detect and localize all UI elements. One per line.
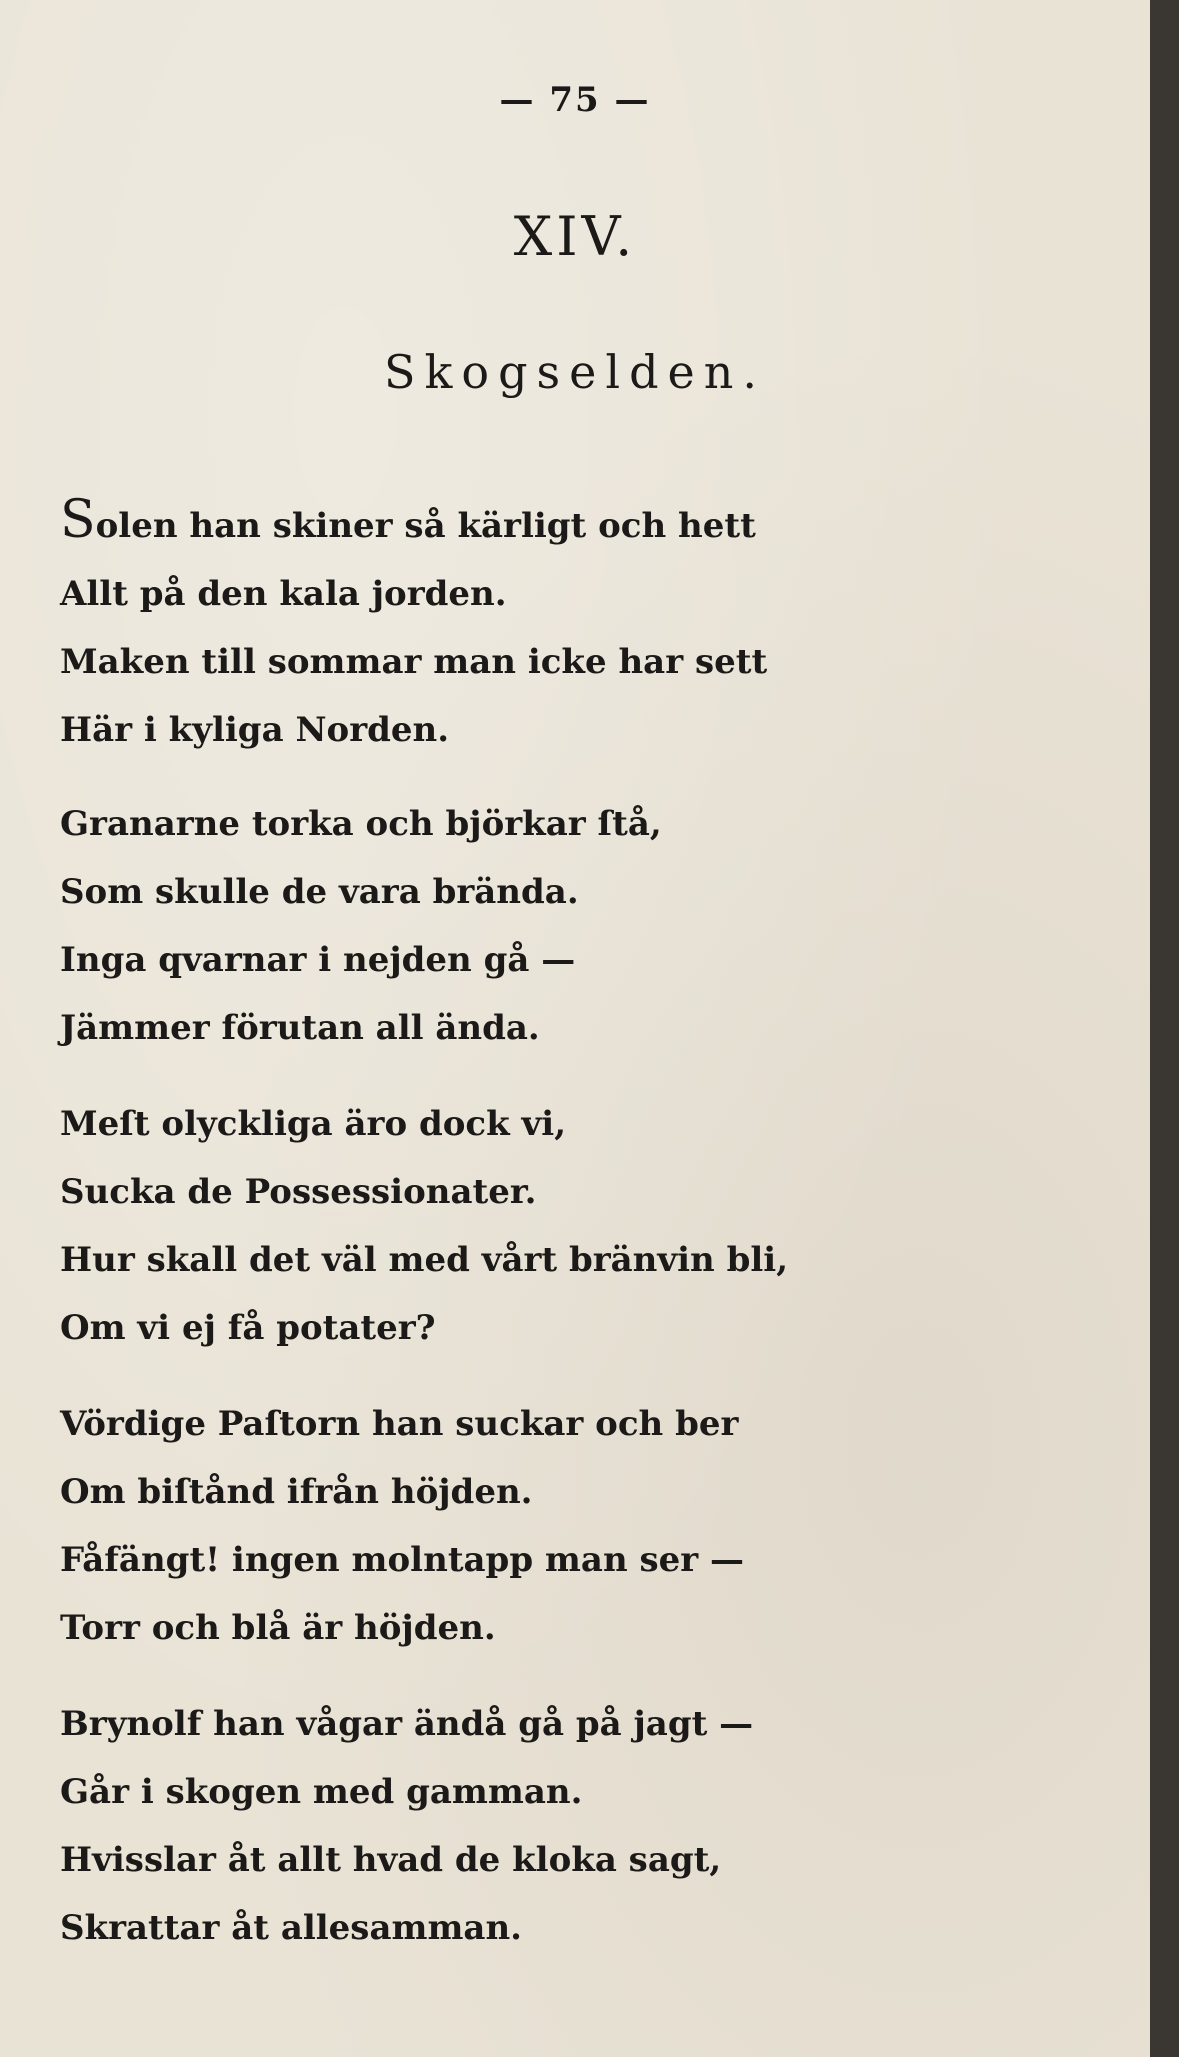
chapter-number: XIV.	[513, 205, 637, 268]
poem-line: Om biſtånd ifrån höjden.	[60, 1472, 533, 1512]
poem-line: Om vi ej få potater?	[60, 1308, 436, 1348]
poem-line: Allt på den kala jorden.	[60, 574, 507, 614]
poem-line: Sucka de Possessionater.	[60, 1172, 537, 1212]
poem-line: Jämmer förutan all ända.	[60, 1008, 540, 1048]
poem-line: Som skulle de vara brända.	[60, 872, 579, 912]
stanza-1	[60, 492, 1060, 764]
poem-line: Torr och blå är höjden.	[60, 1608, 496, 1648]
poem-line: Maken till sommar man icke har sett	[60, 642, 768, 682]
poem-line: Fåfängt! ingen molntapp man ser —	[60, 1540, 745, 1580]
poem-line: Hur skall det väl med vårt bränvin bli,	[60, 1240, 789, 1280]
page-number: — 75 —	[499, 80, 651, 120]
stanza-5	[60, 1690, 1060, 1962]
poem-title: Skogselden.	[384, 345, 766, 399]
poem-line: Granarne torka och björkar ſtå,	[60, 804, 662, 844]
poem-line: Skrattar åt allesamman.	[60, 1908, 523, 1948]
poem-line: Meſt olyckliga äro dock vi,	[60, 1104, 567, 1144]
poem-line-text: olen han skiner så kärligt och hett	[95, 506, 756, 546]
drop-cap: S	[60, 490, 96, 550]
poem-line: Vördige Paſtorn han suckar och ber	[60, 1404, 739, 1444]
stanza-4	[60, 1390, 1060, 1662]
poem-line: Inga qvarnar i nejden gå —	[60, 940, 576, 980]
stanza-2	[60, 790, 1060, 1062]
poem-line: Brynolf han vågar ändå gå på jagt —	[60, 1704, 754, 1744]
poem-line	[60, 492, 1060, 560]
poem-line: Går i skogen med gamman.	[60, 1772, 583, 1812]
poem-line: Här i kyliga Norden.	[60, 710, 450, 750]
poem-line: Hvisslar åt allt hvad de kloka sagt,	[60, 1840, 722, 1880]
stanza-3	[60, 1090, 1060, 1362]
